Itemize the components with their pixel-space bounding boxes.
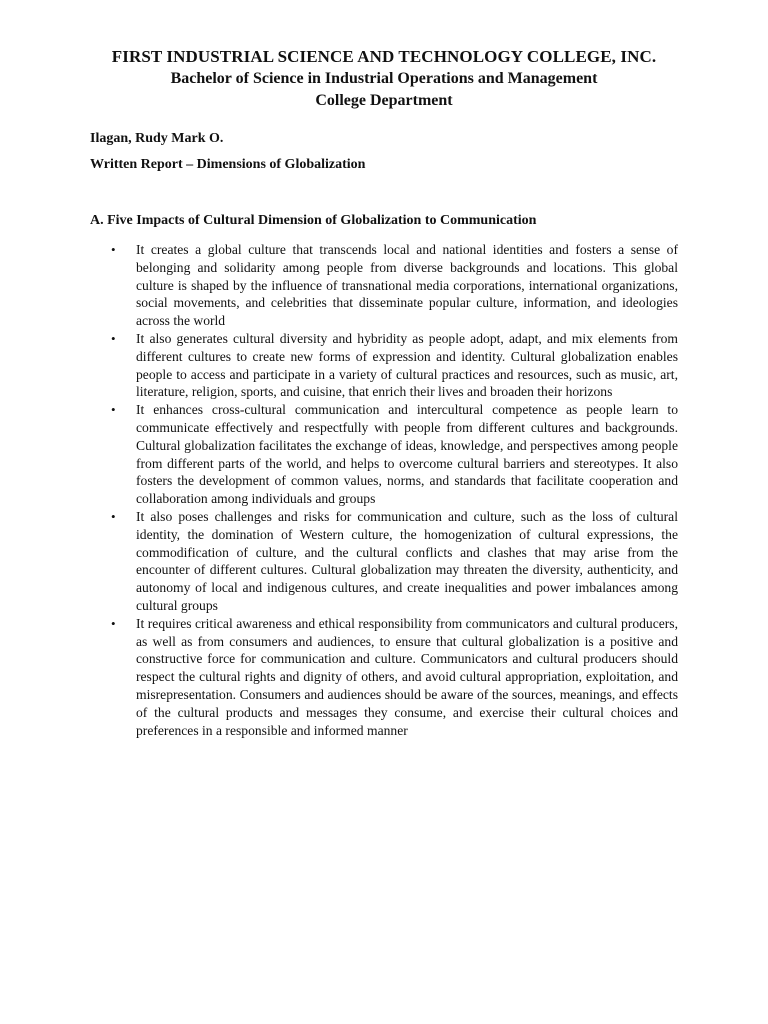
list-item <box>90 330 678 401</box>
impacts-list <box>90 241 678 739</box>
program-name: Bachelor of Science in Industrial Operations and Management <box>170 70 598 87</box>
bullet-icon: • <box>111 330 116 346</box>
list-item-text: It creates a global culture that transcends local and national identities and fosters a sense of belonging and solidarity among people from diverse backgrounds and locations. This global culture is shaped by the influence of transnational media corporations, international organizations, social movements, and celebrities that disseminate popular culture, information, and ideologies across the world <box>136 242 678 329</box>
list-item <box>90 401 678 508</box>
list-item <box>90 241 678 330</box>
bullet-icon: • <box>111 242 116 257</box>
report-title: Written Report – Dimensions of Globalization <box>90 157 366 172</box>
author-name: Ilagan, Rudy Mark O. <box>90 131 224 146</box>
list-item <box>90 508 678 615</box>
list-item-text: It also poses challenges and risks for communication and culture, such as the loss of cultural identity, the domination of Western culture, the homogenization of cultural expressions, the commodification of culture, and the cultural conflicts and clashes that may arise from the encounter of different cultures. Cultural globalization may threaten the diversity, authenticity, and autonomy of local and indigenous cultures, and create inequalities and power imbalances among cultural groups <box>136 508 678 613</box>
document-header <box>90 46 678 111</box>
list-item-text: It also generates cultural diversity and hybridity as people adopt, adapt, and mix elements from different cultures to create new forms of expression and identity. Cultural globalization enables people to access and participate in a variety of cultural practices and resources, such as music, art, literature, religion, sports, and cuisine, that enrich their lives and broaden their horizons <box>136 330 678 400</box>
bullet-icon: • <box>111 402 116 418</box>
list-item-text: It requires critical awareness and ethical responsibility from communicators and cultural producers, as well as from consumers and audiences, to ensure that cultural globalization is a positive and constructive force for communication and culture. Communicators and cultural producers should respect the cultural rights and dignity of others, and avoid cultural appropriation, exploitation, and misrepresentation. Consumers and audiences should be aware of the sources, meanings, and effects of the cultural products and messages they consume, and exercise their cultural choices and preferences in a responsible and informed manner <box>136 615 678 738</box>
college-name: FIRST INDUSTRIAL SCIENCE AND TECHNOLOGY COLLEGE, INC. <box>111 47 657 66</box>
bullet-icon: • <box>111 508 116 524</box>
department-name: College Department <box>315 91 453 109</box>
section-heading: A. Five Impacts of Cultural Dimension of Globalization to Communication <box>90 213 537 228</box>
report-meta <box>90 130 678 173</box>
bullet-icon: • <box>111 615 116 631</box>
list-item <box>90 615 678 740</box>
list-item-text: It enhances cross-cultural communication and intercultural competence as people learn to communicate effectively and respectfully with people from different cultures and backgrounds. Cultural globalization facilitates the exchange of ideas, knowledge, and perspectives among people from different parts of the world, and helps to overcome cultural barriers and stereotypes. It also fosters the development of common values, norms, and standards that facilitate cooperation and collaboration among individuals and groups <box>136 402 678 507</box>
